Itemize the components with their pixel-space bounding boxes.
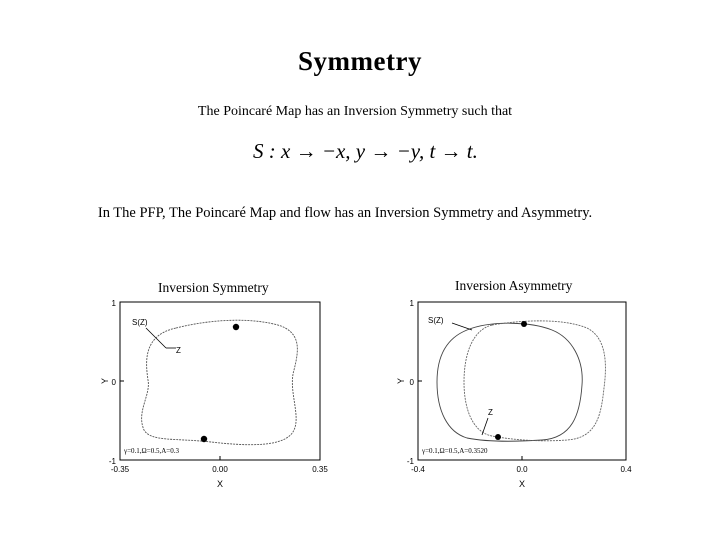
symmetry-statement: The Poincaré Map has an Inversion Symmetry such that [197,104,513,119]
point-z [201,436,207,442]
x-axis-label: X [216,479,224,489]
z-label: Z [176,346,181,355]
x-tick-label: 0.35 [312,465,328,474]
z-pointer-line [482,418,488,435]
y-tick-label: 0 [409,378,414,387]
caption-inversion-asymmetry: Inversion Asymmetry [455,278,573,293]
y-tick-label: 1 [409,299,414,308]
sz-pointer-line [452,323,472,330]
symmetry-formula: S : x → −x, y → −y, t → t. [253,139,478,163]
x-tick-label: 0.4 [620,465,632,474]
z-label: Z [488,408,493,417]
x-tick-label: 0.00 [212,465,228,474]
point-sz [521,321,527,327]
parameter-label: γ=0.1,Ω=0.5,A=0.3520 [422,447,488,455]
y-axis-label: Y [396,377,406,385]
sz-label: S(Z) [132,318,148,327]
plot-inversion-symmetry [96,290,336,490]
orbit-curve-inner [464,321,605,441]
slide-title: Symmetry [298,46,422,76]
x-axis-label: X [518,479,526,489]
caption-inversion-symmetry: Inversion Symmetry [158,280,269,295]
plot-inversion-asymmetry [392,290,637,490]
y-tick-label: -1 [108,457,116,466]
point-sz [233,324,239,330]
parameter-label: γ=0.1,Ω=0.5,A=0.3 [124,447,179,455]
x-tick-label: -0.4 [411,465,425,474]
orbit-curve [142,320,298,444]
point-z [495,434,501,440]
pfp-statement: In The PFP, The Poincaré Map and flow has an Inversion Symmetry and Asymmetry. [97,205,593,221]
y-tick-label: 1 [111,299,116,308]
x-tick-label: 0.0 [516,465,528,474]
y-tick-label: 0 [111,378,116,387]
sz-pointer-line [146,328,166,348]
orbit-curve-outer [437,323,582,441]
x-tick-label: -0.35 [110,465,130,474]
plot-frame [120,302,320,460]
axis-ticks [120,302,320,460]
y-tick-label: -1 [406,457,414,466]
y-axis-label: Y [100,377,110,385]
sz-label: S(Z) [428,316,444,325]
